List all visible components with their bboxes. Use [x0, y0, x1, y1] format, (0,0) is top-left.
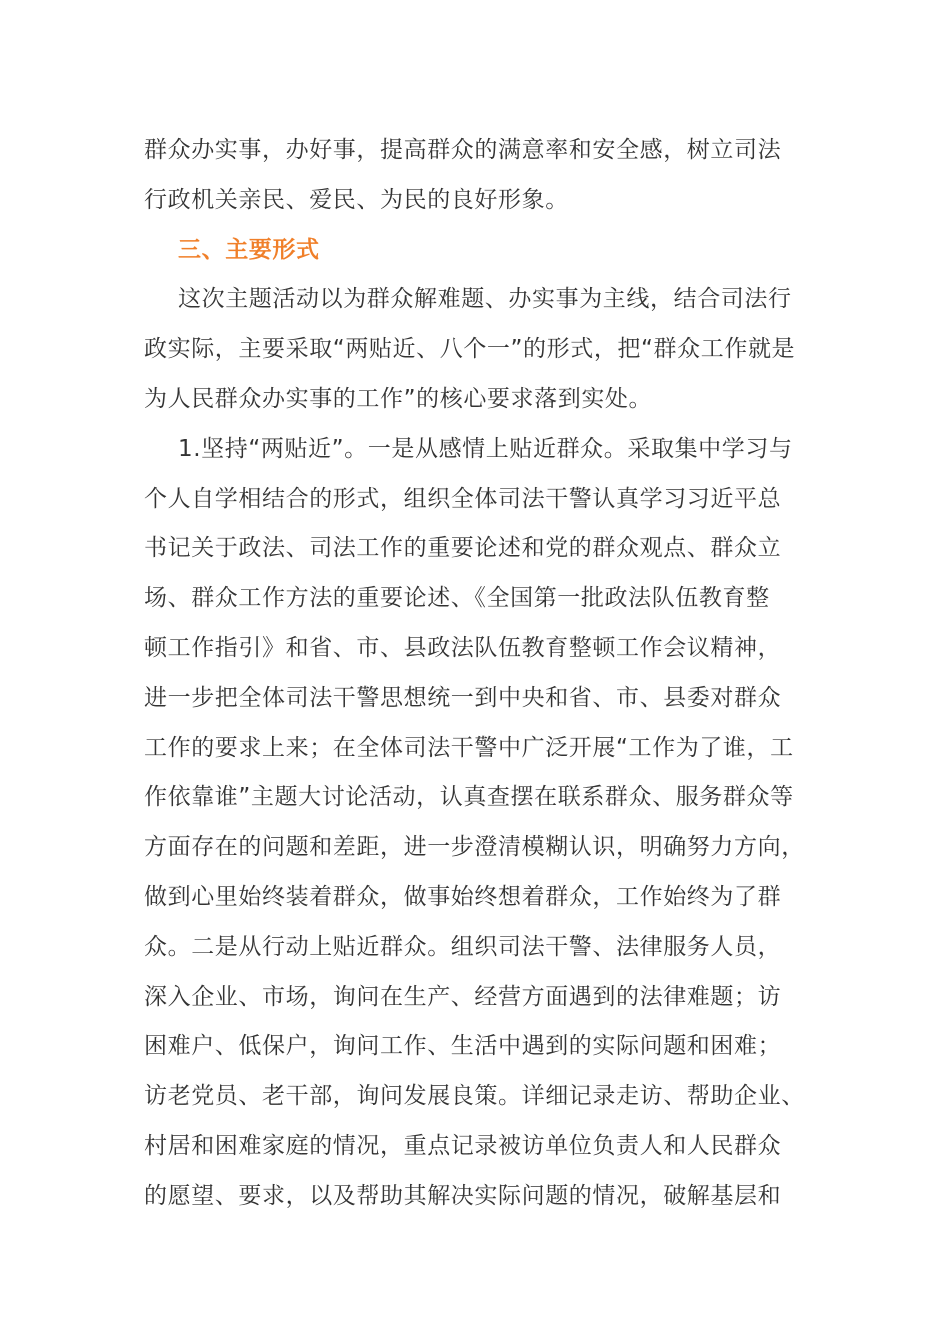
paragraph-line: 作依靠谁”主题大讨论活动，认真查摆在联系群众、服务群众等: [144, 784, 794, 811]
document-body: [144, 126, 814, 1222]
paragraph-line: 访老党员、老干部，询问发展良策。详细记录走访、帮助企业、: [144, 1083, 805, 1110]
paragraph-line: 政实际，主要采取“两贴近、八个一”的形式，把“群众工作就是: [144, 336, 796, 363]
paragraph-line: 顿工作指引》和省、市、县政法队伍教育整顿工作会议精神，: [144, 634, 782, 661]
paragraph-line: 这次主题活动以为群众解难题、办实事为主线，结合司法行: [178, 286, 792, 313]
paragraph-line: 为人民群众办实事的工作”的核心要求落到实处。: [144, 385, 653, 412]
paragraph-line: 行政机关亲民、爱民、为民的良好形象。: [144, 186, 569, 213]
paragraph-line: 深入企业、市场，询问在生产、经营方面遇到的法律难题；访: [144, 983, 782, 1010]
paragraph-line: 1.坚持“两贴近”。一是从感情上贴近群众。采取集中学习与: [178, 435, 793, 462]
paragraph-line: 方面存在的问题和差距，进一步澄清模糊认识，明确努力方向，: [144, 834, 805, 861]
section-heading: 三、主要形式: [178, 236, 320, 263]
paragraph-line: 书记关于政法、司法工作的重要论述和党的群众观点、群众立: [144, 535, 782, 562]
paragraph-line: 村居和困难家庭的情况，重点记录被访单位负责人和人民群众: [144, 1132, 782, 1159]
paragraph-line: 工作的要求上来；在全体司法干警中广泛开展“工作为了谁，工: [144, 734, 794, 761]
paragraph-line: 场、群众工作方法的重要论述、《全国第一批政法队伍教育整: [144, 585, 770, 612]
paragraph-line: 的愿望、要求，以及帮助其解决实际问题的情况，破解基层和: [144, 1182, 782, 1209]
paragraph-line: 群众办实事，办好事，提高群众的满意率和安全感，树立司法: [144, 137, 782, 163]
paragraph-line: 困难户、低保户，询问工作、生活中遇到的实际问题和困难；: [144, 1033, 782, 1060]
paragraph-line: 做到心里始终装着群众，做事始终想着群众，工作始终为了群: [144, 883, 782, 910]
paragraph-line: 众。二是从行动上贴近群众。组织司法干警、法律服务人员，: [144, 933, 782, 960]
paragraph-line: 个人自学相结合的形式，组织全体司法干警认真学习习近平总: [144, 485, 782, 512]
paragraph-line: 进一步把全体司法干警思想统一到中央和省、市、县委对群众: [144, 684, 782, 711]
